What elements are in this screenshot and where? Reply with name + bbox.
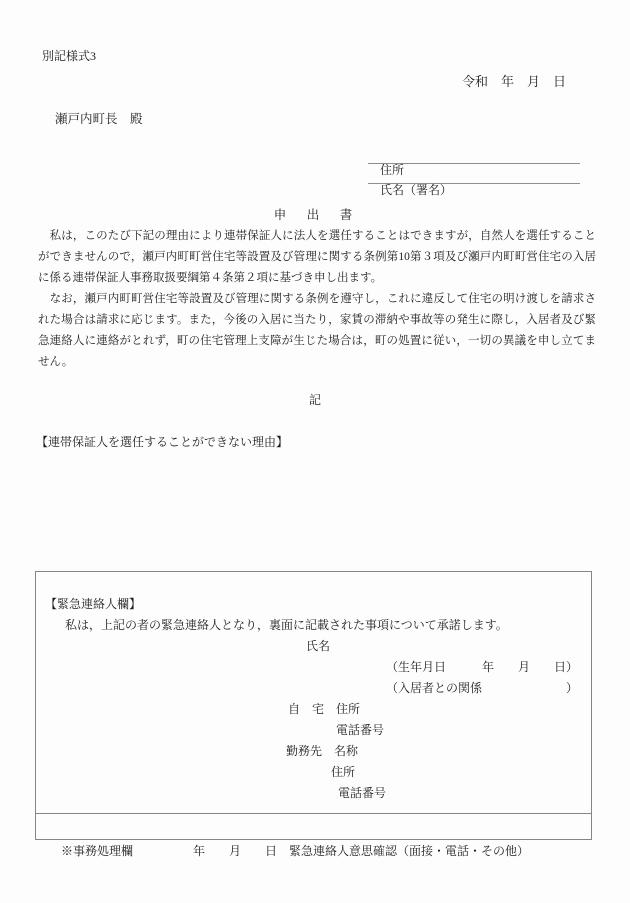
emergency-home-phone-label: 電話番号	[336, 723, 385, 737]
body-text	[38, 226, 596, 373]
applicant-address-label: 住所	[380, 163, 405, 177]
emergency-consent-statement: 私は，上記の者の緊急連絡人となり，裏面に記載された事項について承諾します。	[53, 618, 508, 632]
section-marker-ki: 記	[308, 393, 321, 407]
applicant-address-field	[368, 148, 580, 177]
admin-processing-note: ※事務処理欄 年 月 日 緊急連絡人意思確認（面接・電話・その他）	[61, 844, 530, 858]
emergency-relation-field: （入居者との関係 ）	[386, 681, 579, 695]
emergency-contact-box	[35, 571, 592, 858]
emergency-workplace-phone-label: 電話番号	[338, 786, 387, 800]
emergency-workplace-label: 勤務先 名称	[286, 744, 359, 758]
reason-section-heading: 【連帯保証人を選任することができない理由】	[36, 435, 289, 449]
applicant-signature-field	[368, 168, 580, 197]
admin-processing-row	[36, 813, 591, 858]
emergency-birthdate-field: （生年月日 年 月 日）	[386, 660, 579, 674]
date-line: 令和 年 月 日	[461, 74, 566, 89]
body-paragraph-1: 私は，このたび下記の理由により連帯保証人に法人を選任することはできますが，自然人を選任することができませんので，瀬戸内町町営住宅等設置及び管理に関する条例第10第３項及び瀬戸内町町営住宅の入居に係る連帯保証人事務取扱要綱第４条第２項に基づき申し出ます。	[38, 230, 596, 284]
emergency-workplace-address-label: 住所	[331, 765, 356, 779]
document-title: 申 出 書	[273, 208, 357, 222]
addressee-line: 瀬戸内町長 殿	[55, 112, 143, 126]
body-paragraph-2: なお，瀬戸内町町営住宅等設置及び管理に関する条例を遵守し，これに違反して住宅の明け渡しを請求された場合は請求に応じます。また，今後の入居に当たり，家賃の滞納や事故等の発生に際し，入居者及び緊急連絡人に連絡がとれず，町の住宅管理上支障が生じた場合は，町の処置に従い，一切の異議を申し立てません。	[38, 293, 596, 368]
emergency-home-address-label: 自 宅 住所	[288, 702, 361, 716]
emergency-name-label: 氏名	[306, 639, 331, 653]
applicant-signature-label: 氏名（署名）	[380, 183, 453, 197]
form-number-label: 別記様式3	[42, 49, 97, 63]
emergency-box-heading: 【緊急連絡人欄】	[45, 597, 142, 611]
